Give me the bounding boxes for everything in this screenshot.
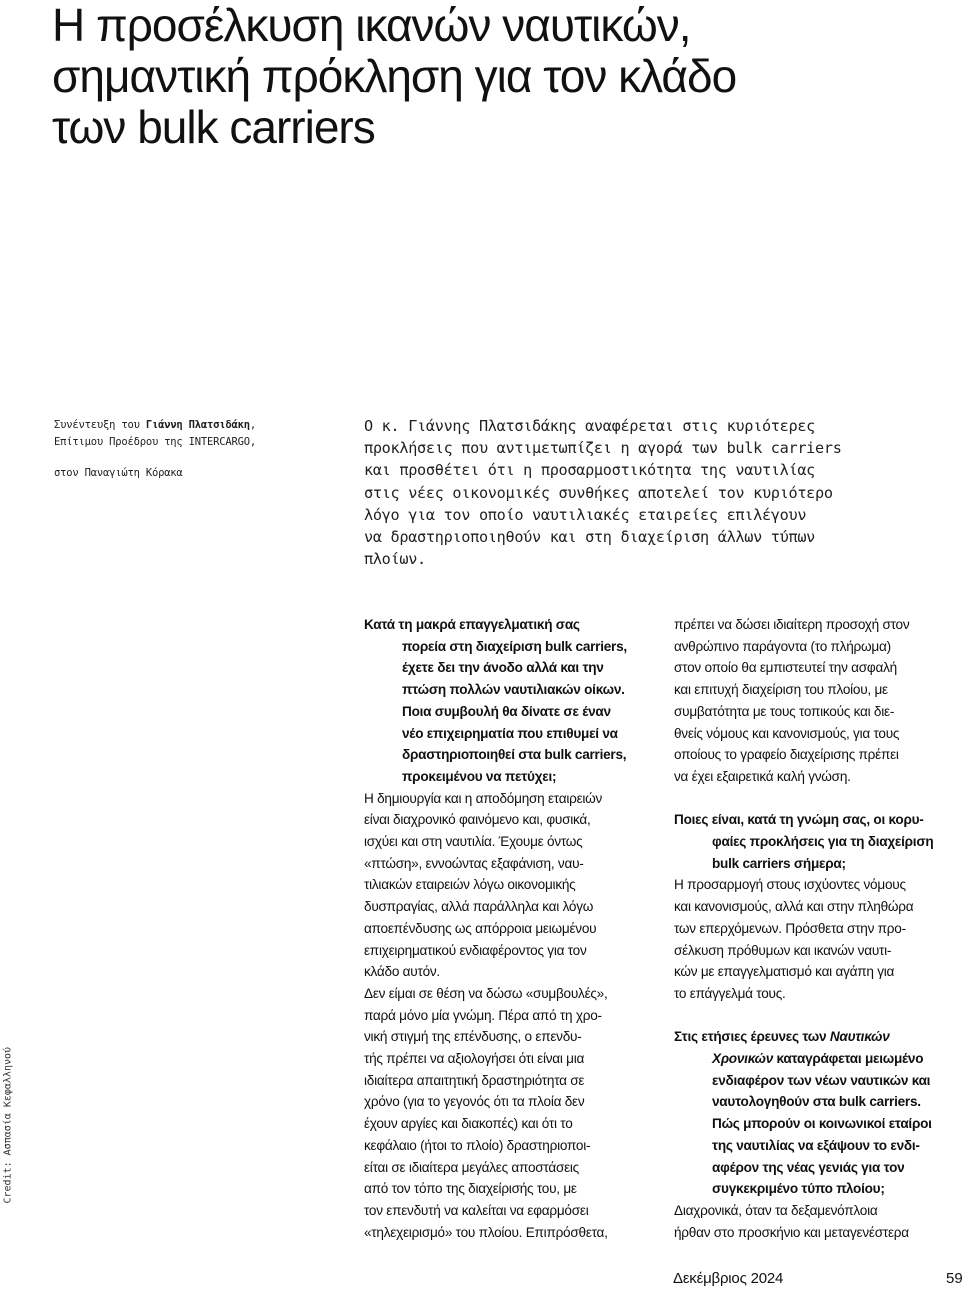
answer-line: έχουν αργίες και διακοπές) και ότι το: [364, 1116, 573, 1132]
answer-line: ανθρώπινο παράγοντα (το πλήρωμα): [674, 638, 891, 654]
answer-line: χρόνο (για το γεγονός ότι τα πλοία δεν: [364, 1094, 585, 1110]
body-column-1: [364, 614, 656, 1243]
answer-line: και επιτυχή διαχείριση του πλοίου, με: [674, 682, 888, 698]
answer-line: αποεπένδυσης ως απόρροια μειωμένου: [364, 920, 597, 936]
question-line: συγκεκριμένο τύπο πλοίου;: [712, 1181, 885, 1197]
question-3: [674, 1026, 966, 1200]
magazine-name: Ναυτικών: [829, 1029, 890, 1045]
answer-line: των επερχόμενων. Πρόσθετα στην προ-: [674, 920, 906, 936]
photo-credit: Credit: Ασπασία Κεφαλληνού: [2, 1046, 14, 1204]
lead-line: στις νέες οικονομικές συνθήκες αποτελεί τον κυριότερο: [364, 483, 833, 502]
answer-line: Η προσαρμογή στους ισχύοντες νόμους: [674, 877, 906, 893]
answer-line: κλάδο αυτόν.: [364, 964, 440, 980]
answer-line: δυσπραγίας, αλλά παράλληλα και λόγω: [364, 899, 594, 915]
question-line: bulk carriers σήμερα;: [712, 855, 846, 871]
lead-line: πλοίων.: [364, 550, 426, 569]
lead-line: προκλήσεις που αντιμετωπίζει η αγορά των bulk carriers: [364, 439, 842, 458]
answer-line: Διαχρονικά, όταν τα δεξαμενόπλοια: [674, 1202, 878, 1218]
lead-line: Ο κ. Γιάννης Πλατσιδάκης αναφέρεται στις κυριότερες: [364, 417, 816, 435]
question-line: της ναυτιλίας να εξάψουν το ενδι-: [712, 1137, 920, 1153]
answer-line: στον οποίο θα εμπιστευτεί την ασφαλή: [674, 660, 897, 676]
title-line: των bulk carriers: [52, 101, 375, 153]
answer-line: και κανονισμούς, αλλά και στην πληθώρα: [674, 899, 914, 915]
body-column-2: [674, 614, 966, 1243]
answer-line: παρά μόνο μία γνώμη. Πέρα από τη χρο-: [364, 1007, 602, 1023]
answer-line: κεφάλαιο (ήτοι το πλοίο) δραστηριοποι-: [364, 1137, 591, 1153]
answer-line: σέλκυση πρόθυμων και ικανών ναυτι-: [674, 942, 892, 958]
answer-2: [674, 874, 966, 1004]
answer-3: [674, 1200, 966, 1243]
issue-date: Δεκέμβριος 2024: [673, 1270, 784, 1287]
answer-line: τον επενδυτή να καλείται να εφαρμόσει: [364, 1202, 589, 1218]
answer-line: είται σε ιδιαίτερα μεγάλες αποστάσεις: [364, 1159, 579, 1175]
lead-line: και προσθέτει ότι η προσαρμοστικότητα της ναυτιλίας: [364, 461, 816, 480]
answer-line: να έχει εξαιρετικά καλή γνώση.: [674, 768, 851, 784]
title-line: Η προσέλκυση ικανών ναυτικών,: [52, 0, 691, 51]
byline: [54, 417, 324, 482]
answer-line: ήρθαν στο προσκήνιο και μεταγενέστερα: [674, 1224, 909, 1240]
lead-line: να δραστηριοποιηθούν και στη διαχείριση άλλων τύπων: [364, 528, 816, 547]
question-line: Στις ετήσιες έρευνες των Ναυτικών: [674, 1029, 890, 1045]
question-line: φαίες προκλήσεις για τη διαχείριση: [712, 834, 934, 850]
answer-line: οποίους το γραφείο διαχείρισης πρέπει: [674, 747, 899, 763]
interviewee-name: Γιάννη Πλατσιδάκη: [145, 419, 250, 431]
answer-line: κών με επαγγελματισμό και αγάπη για: [674, 964, 895, 980]
byline-interviewer: στον Παναγιώτη Κόρακα: [54, 467, 183, 479]
answer-line: πρέπει να δώσει ιδιαίτερη προσοχή στον: [674, 617, 910, 632]
page-number: 59: [946, 1270, 963, 1287]
answer-line: «πτώση», εννοώντας εξαφάνιση, ναυ-: [364, 855, 584, 871]
answer-1-continued: [674, 614, 966, 788]
spacer: [674, 1005, 966, 1027]
answer-line: τής πρέπει να αξιολογήσει ότι είναι μια: [364, 1051, 585, 1067]
question-line: ενδιαφέρον των νέων ναυτικών και: [712, 1072, 931, 1088]
answer-line: από τον τόπο της διαχείρισής του, με: [364, 1181, 577, 1197]
answer-1: [364, 788, 656, 1244]
question-line: Ποια συμβουλή θα δίνατε σε έναν: [402, 703, 611, 719]
answer-line: είναι διαχρονικό φαινόμενο και, φυσικά,: [364, 812, 591, 828]
answer-line: επιχειρηματικού ενδιαφέροντος για τον: [364, 942, 587, 958]
question-line: δραστηριοποιηθεί στα bulk carriers,: [402, 747, 627, 763]
question-line: Ποιες είναι, κατά τη γνώμη σας, οι κορυ-: [674, 812, 924, 828]
spacer: [674, 788, 966, 810]
question-line: έχετε δει την άνοδο αλλά και την: [402, 660, 604, 676]
answer-line: θνείς νόμους και κανονισμούς, για τους: [674, 725, 900, 741]
answer-line: τιλιακών εταιρειών λόγω οικονομικής: [364, 877, 576, 893]
byline-role: Επίτιμου Προέδρου της INTERCARGO,: [54, 436, 257, 448]
answer-line: ισχύει και στη ναυτιλία. Έχουμε όντως: [364, 834, 583, 850]
answer-line: νική στιγμή της επένδυσης, ο επενδυ-: [364, 1029, 582, 1045]
title-line: σημαντική πρόκληση για τον κλάδο: [52, 50, 737, 102]
lead-line: λόγο για τον οποίο ναυτιλιακές εταιρείες επιλέγουν: [364, 505, 807, 524]
question-line: Χρονικών καταγράφεται μειωμένο: [712, 1051, 924, 1067]
question-1: [364, 614, 656, 788]
question-line: νέο επιχειρηματία που επιθυμεί να: [402, 725, 618, 741]
question-2: [674, 809, 966, 874]
answer-line: «τηλεχειρισμό» του πλοίου. Επιπρόσθετα,: [364, 1224, 608, 1240]
byline-interviewee: Συνέντευξη του Γιάννη Πλατσιδάκη,: [54, 419, 257, 431]
question-line: αφέρον της νέας γενιάς για τον: [712, 1159, 905, 1175]
lead-paragraph: [364, 415, 964, 570]
magazine-name: Χρονικών: [712, 1051, 774, 1067]
answer-line: συμβατότητα με τους τοπικούς και διε-: [674, 703, 895, 719]
answer-line: Η δημιουργία και η αποδόμηση εταιρειών: [364, 790, 603, 806]
answer-line: ιδιαίτερα απαιτητική δραστηριότητα σε: [364, 1072, 585, 1088]
question-line: πορεία στη διαχείριση bulk carriers,: [402, 638, 627, 654]
question-line: προκειμένου να πετύχει;: [402, 768, 557, 784]
question-line: Πώς μπορούν οι κοινωνικοί εταίροι: [712, 1116, 932, 1132]
question-line: Κατά τη μακρά επαγγελματική σας: [364, 617, 580, 632]
answer-line: το επάγγελμά τους.: [674, 985, 786, 1001]
question-line: ναυτολογηθούν στα bulk carriers.: [712, 1094, 921, 1110]
question-line: πτώση πολλών ναυτιλιακών οίκων.: [402, 682, 625, 698]
answer-line: Δεν είμαι σε θέση να δώσω «συμβουλές»,: [364, 985, 608, 1001]
article-title: [52, 0, 942, 153]
